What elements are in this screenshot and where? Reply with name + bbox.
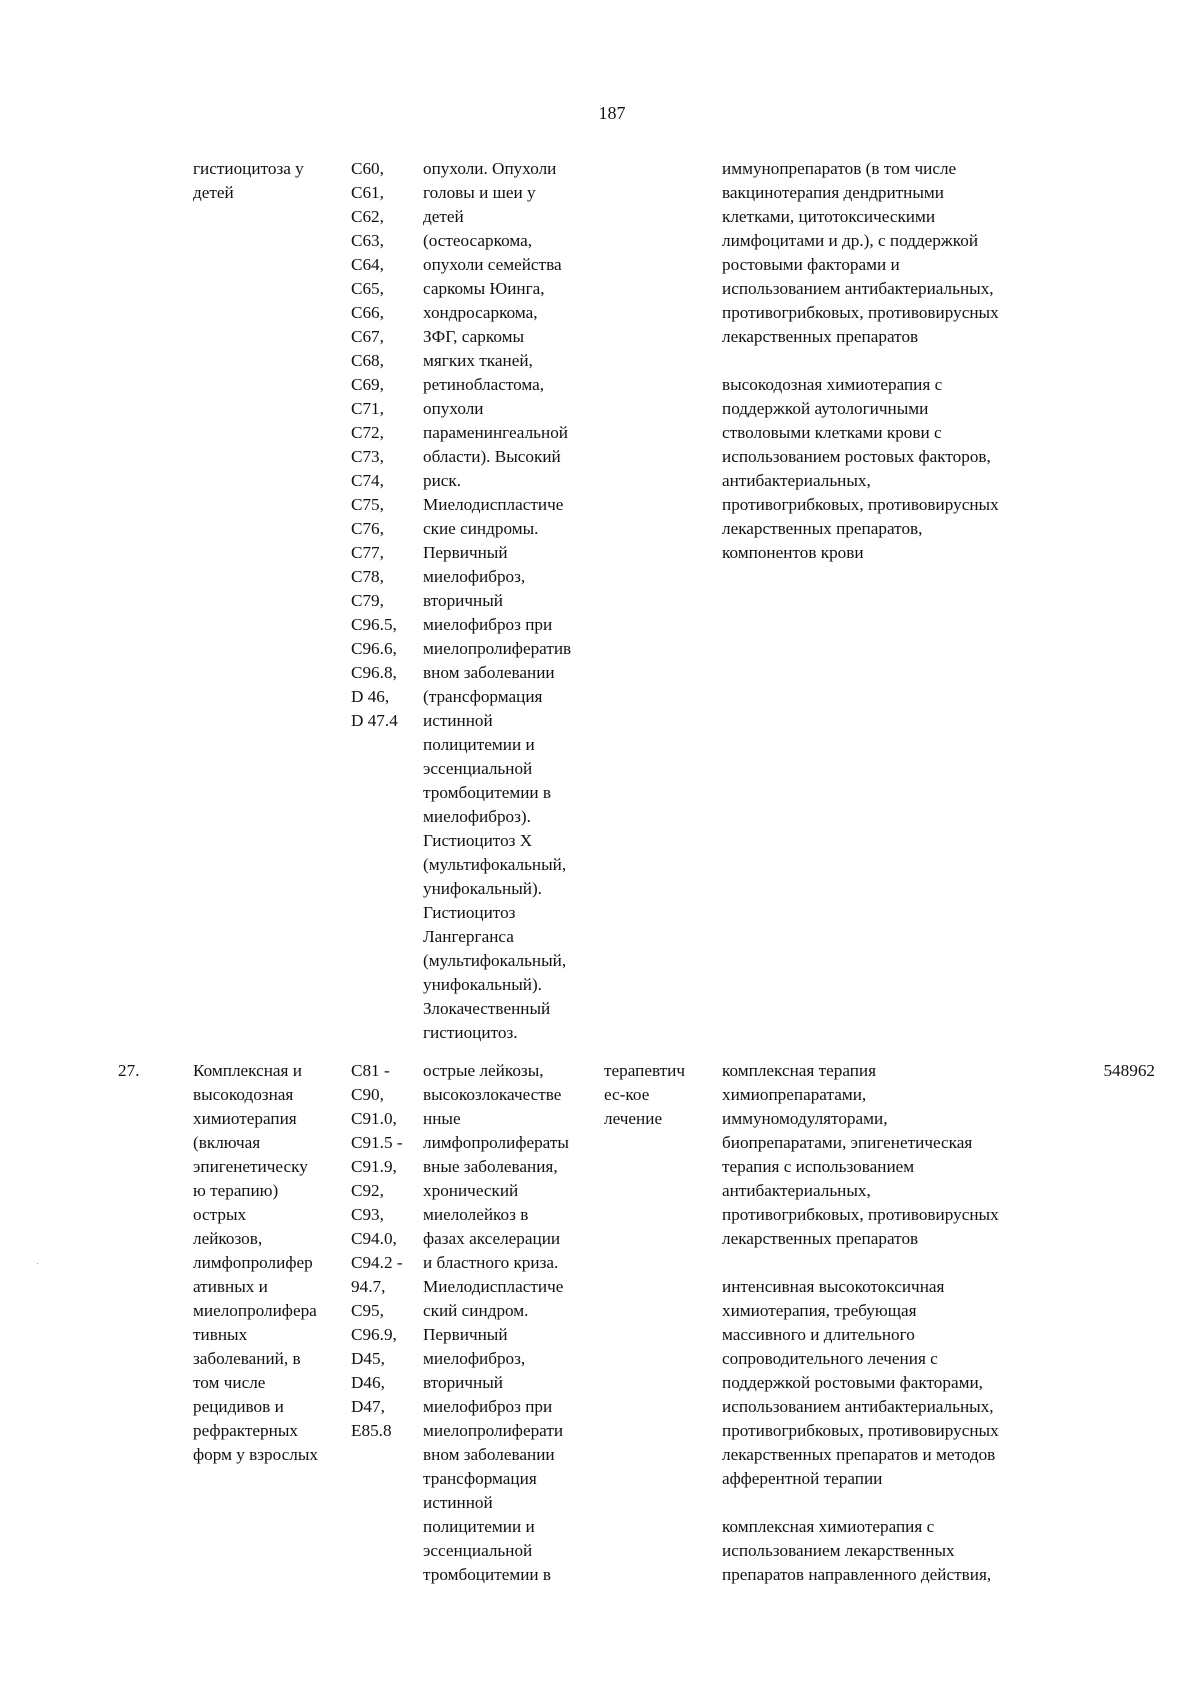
row-codes: C60, C61, C62, C63, C64, C65, C66, C67, C68, C69, C71, C72, C73, C74, C75, C76, C77, C78, C79, C96.5, C96.6, C96.8, D 46, D 47.4: [351, 159, 398, 730]
row-method: иммунопрепаратов (в том числе вакцинотерапия дендритными клетками, цитотоксическими лимфоцитами и др.), с поддержкой ростовыми факторами и использованием антибактериальных, противогрибковых, противовирусных лекарственных препаратов высокодозная химиотерапия с поддержкой аутологичными стволовыми клетками крови с использованием ростовых факторов, антибактериальных, противогрибковых, противовирусных лекарственных препаратов, компонентов крови: [722, 159, 999, 562]
row-name: гистиоцитоза у детей: [193, 159, 304, 202]
scan-artifact-dot: [37, 1263, 38, 1264]
page-number: 187: [598, 103, 626, 123]
row-codes: C81 - C90, C91.0, C91.5 - C91.9, C92, C93, C94.0, C94.2 - 94.7, C95, C96.9, D45, D46, D47, E85.8: [351, 1061, 403, 1440]
row-treatment-type: терапевтич ес-кое лечение: [604, 1061, 686, 1128]
row-number: 27.: [118, 1061, 140, 1080]
row-patient-model: опухоли. Опухоли головы и шеи у детей (остеосаркома, опухоли семейства саркомы Юинга, хондросаркома, ЗФГ, саркомы мягких тканей, ретинобластома, опухоли параменингеальной области). Высокий риск. Миелодиспластиче ские синдромы. Первичный миелофиброз, вторичный миелофиброз при миелопролифератив вном заболевании (трансформация истинной полицитемии и эссенциальной тромбоцитемии в миелофиброз). Гистиоцитоз Х (мультифокальный, унифокальный). Гистиоцитоз Лангерганса (мультифокальный, унифокальный). Злокачественный гистиоцитоз.: [423, 159, 572, 1042]
row-patient-model: острые лейкозы, высокозлокачестве нные лимфопролифераты вные заболевания, хронический миелолейкоз в фазах акселерации и бластного криза. Миелодиспластиче ский синдром. Первичный миелофиброз, вторичный миелофиброз при миелопролиферати вном заболевании трансформация истинной полицитемии и эссенциальной тромбоцитемии в: [423, 1061, 569, 1584]
row-name: Комплексная и высокодозная химиотерапия (включая эпигенетическу ю терапию) острых лейкозов, лимфопролифер ативных и миелопролифера тивных заболеваний, в том числе рецидивов и рефрактерных форм у взрослых: [193, 1061, 318, 1464]
row-cost: 548962: [1103, 1061, 1155, 1080]
row-method: комплексная терапия химиопрепаратами, иммуномодуляторами, биопрепаратами, эпигенетическая терапия с использованием антибактериальных, противогрибковых, противовирусных лекарственных препаратов интенсивная высокотоксичная химиотерапия, требующая массивного и длительного сопроводительного лечения с поддержкой ростовыми факторами, использованием антибактериальных, противогрибковых, противовирусных лекарственных препаратов и методов афферентной терапии комплексная химиотерапия с использованием лекарственных препаратов направленного действия,: [722, 1061, 999, 1584]
